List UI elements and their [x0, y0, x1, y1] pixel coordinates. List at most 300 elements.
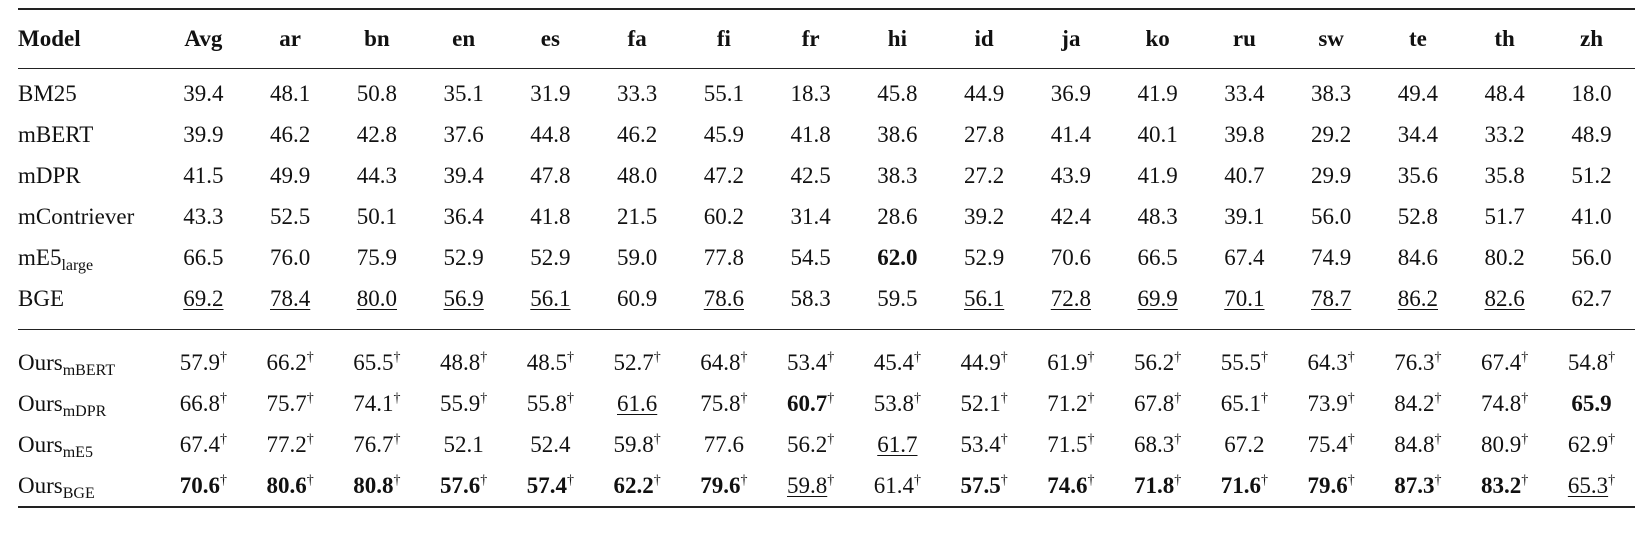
- header-es: es: [540, 26, 560, 51]
- score-value: 62.9: [1567, 431, 1609, 457]
- score-cell-sw: [1288, 237, 1375, 278]
- significance-dagger: †: [1174, 390, 1182, 406]
- significance-dagger: †: [827, 431, 835, 447]
- score-cell-fr: [767, 196, 854, 237]
- score-cell-fr: [767, 69, 854, 115]
- score-value: 39.8: [1224, 121, 1265, 147]
- score-value: 31.4: [790, 203, 831, 229]
- significance-dagger: †: [740, 390, 748, 406]
- score-cell-fi: [681, 465, 768, 507]
- score-value: 76.3: [1394, 349, 1435, 375]
- score-cell-id: [941, 383, 1028, 424]
- score-cell-avg: [160, 196, 247, 237]
- score-value: 40.1: [1137, 121, 1178, 147]
- score-value: 64.3: [1307, 349, 1348, 375]
- header-avg: Avg: [184, 26, 223, 51]
- score-value: 41.8: [790, 121, 831, 147]
- significance-dagger: †: [740, 349, 748, 365]
- header-te: te: [1408, 26, 1427, 51]
- score-cell-hi: [854, 424, 941, 465]
- score-value: 64.8: [700, 349, 741, 375]
- score-cell-th: [1461, 278, 1548, 330]
- significance-dagger: †: [740, 472, 748, 488]
- score-cell-sw: [1288, 278, 1375, 330]
- score-value: 31.9: [530, 80, 571, 106]
- significance-dagger: †: [1174, 431, 1182, 447]
- significance-dagger: †: [1521, 472, 1529, 488]
- significance-dagger: †: [914, 390, 921, 406]
- score-cell-sw: [1288, 196, 1375, 237]
- score-cell-th: [1461, 424, 1548, 465]
- significance-dagger: †: [914, 472, 921, 488]
- table-row: [18, 237, 1635, 278]
- header-model: Model: [18, 26, 81, 51]
- score-cell-te: [1375, 424, 1462, 465]
- score-value: 41.8: [530, 203, 571, 229]
- score-cell-th: [1461, 114, 1548, 155]
- score-cell-ar: [247, 155, 334, 196]
- score-value: 38.6: [877, 121, 918, 147]
- header-hi: hi: [887, 26, 907, 51]
- score-value: 82.6: [1484, 285, 1525, 311]
- score-cell-te: [1375, 278, 1462, 330]
- score-cell-ru: [1201, 196, 1288, 237]
- score-value: 35.1: [443, 80, 484, 106]
- score-value: 41.9: [1137, 162, 1178, 188]
- score-value: 80.6: [266, 472, 307, 498]
- score-value: 39.9: [183, 121, 224, 147]
- score-value: 46.2: [617, 121, 658, 147]
- score-value: 45.4: [873, 349, 914, 375]
- significance-dagger: †: [653, 431, 661, 447]
- score-value: 65.3: [1567, 472, 1609, 498]
- score-value: 35.6: [1397, 162, 1438, 188]
- score-cell-ja: [1028, 465, 1115, 507]
- score-value: 27.8: [964, 121, 1005, 147]
- score-value: 37.6: [443, 121, 484, 147]
- score-value: 74.1: [353, 390, 394, 416]
- model-name-cell: [18, 424, 160, 465]
- score-cell-ko: [1114, 237, 1201, 278]
- score-value: 52.7: [613, 349, 654, 375]
- score-cell-ja: [1028, 278, 1115, 330]
- model-name: mDPR: [18, 162, 81, 188]
- table-row: [18, 69, 1635, 115]
- score-cell-hi: [854, 69, 941, 115]
- significance-dagger: †: [827, 390, 835, 406]
- significance-dagger: †: [480, 472, 488, 488]
- score-value: 62.0: [877, 244, 918, 270]
- score-value: 57.6: [440, 472, 481, 498]
- significance-dagger: †: [1434, 390, 1442, 406]
- significance-dagger: †: [1261, 349, 1268, 365]
- score-cell-avg: [160, 330, 247, 384]
- significance-dagger: †: [306, 349, 314, 365]
- score-value: 52.9: [964, 244, 1005, 270]
- score-value: 65.1: [1220, 390, 1261, 416]
- header-ja: ja: [1061, 26, 1081, 51]
- score-cell-ja: [1028, 196, 1115, 237]
- score-value: 62.7: [1571, 285, 1612, 311]
- score-value: 46.2: [270, 121, 311, 147]
- score-cell-bn: [334, 196, 421, 237]
- significance-dagger: †: [1434, 472, 1442, 488]
- score-cell-ko: [1114, 330, 1201, 384]
- score-value: 75.8: [700, 390, 741, 416]
- score-value: 48.3: [1137, 203, 1178, 229]
- score-cell-hi: [854, 237, 941, 278]
- significance-dagger: †: [1087, 349, 1095, 365]
- score-value: 86.2: [1397, 285, 1438, 311]
- score-value: 33.3: [617, 80, 658, 106]
- score-cell-hi: [854, 155, 941, 196]
- score-value: 39.4: [443, 162, 484, 188]
- score-value: 60.9: [617, 285, 658, 311]
- score-cell-bn: [334, 383, 421, 424]
- score-cell-fa: [594, 278, 681, 330]
- score-cell-te: [1375, 69, 1462, 115]
- significance-dagger: †: [220, 349, 227, 365]
- score-value: 48.0: [617, 162, 658, 188]
- score-cell-ar: [247, 114, 334, 155]
- score-value: 52.9: [443, 244, 484, 270]
- score-value: 77.6: [703, 431, 744, 457]
- model-name: BGE: [18, 285, 64, 311]
- score-value: 61.6: [617, 390, 658, 416]
- score-cell-zh: [1548, 237, 1635, 278]
- score-value: 65.5: [353, 349, 394, 375]
- significance-dagger: †: [1434, 431, 1442, 447]
- score-value: 57.4: [526, 472, 567, 498]
- score-cell-hi: [854, 278, 941, 330]
- score-value: 48.1: [270, 80, 311, 106]
- significance-dagger: †: [567, 390, 574, 406]
- score-value: 87.3: [1394, 472, 1435, 498]
- score-cell-es: [507, 330, 594, 384]
- significance-dagger: †: [1347, 349, 1355, 365]
- model-subscript: large: [61, 256, 94, 274]
- score-value: 53.8: [873, 390, 914, 416]
- score-cell-te: [1375, 196, 1462, 237]
- score-value: 42.8: [356, 121, 397, 147]
- score-value: 33.4: [1224, 80, 1265, 106]
- header-id: id: [974, 26, 994, 51]
- score-value: 41.5: [183, 162, 224, 188]
- score-cell-ru: [1201, 465, 1288, 507]
- score-value: 68.3: [1134, 431, 1175, 457]
- score-value: 52.1: [960, 390, 1001, 416]
- significance-dagger: †: [1087, 390, 1095, 406]
- score-value: 54.5: [790, 244, 831, 270]
- score-cell-ko: [1114, 155, 1201, 196]
- score-value: 61.4: [873, 472, 914, 498]
- results-table-container: [18, 8, 1635, 508]
- score-value: 70.6: [1050, 244, 1091, 270]
- score-value: 79.6: [700, 472, 741, 498]
- score-cell-bn: [334, 330, 421, 384]
- score-cell-hi: [854, 465, 941, 507]
- header-th: th: [1494, 26, 1515, 51]
- model-subscript: BGE: [62, 484, 95, 502]
- score-cell-ru: [1201, 155, 1288, 196]
- score-cell-zh: [1548, 424, 1635, 465]
- score-cell-avg: [160, 114, 247, 155]
- score-cell-te: [1375, 465, 1462, 507]
- score-cell-fi: [681, 237, 768, 278]
- score-cell-fi: [681, 330, 768, 384]
- score-value: 54.8: [1567, 349, 1609, 375]
- score-value: 36.4: [443, 203, 484, 229]
- score-value: 51.7: [1484, 203, 1525, 229]
- score-value: 48.8: [440, 349, 481, 375]
- score-value: 74.9: [1311, 244, 1352, 270]
- significance-dagger: †: [1608, 472, 1616, 488]
- score-value: 70.6: [179, 472, 220, 498]
- score-value: 28.6: [877, 203, 918, 229]
- score-cell-bn: [334, 465, 421, 507]
- significance-dagger: †: [1608, 349, 1616, 365]
- score-value: 59.8: [787, 472, 828, 498]
- score-cell-ja: [1028, 424, 1115, 465]
- score-cell-hi: [854, 114, 941, 155]
- score-value: 56.2: [787, 431, 828, 457]
- score-value: 71.6: [1220, 472, 1261, 498]
- model-subscript: mE5: [62, 443, 93, 461]
- score-value: 57.5: [960, 472, 1001, 498]
- table-row: [18, 465, 1635, 507]
- score-value: 73.9: [1307, 390, 1348, 416]
- score-cell-avg: [160, 155, 247, 196]
- table-row: [18, 330, 1635, 384]
- score-cell-th: [1461, 69, 1548, 115]
- score-cell-te: [1375, 237, 1462, 278]
- score-value: 67.8: [1134, 390, 1175, 416]
- score-cell-sw: [1288, 465, 1375, 507]
- table-row: [18, 196, 1635, 237]
- score-cell-id: [941, 196, 1028, 237]
- score-cell-es: [507, 237, 594, 278]
- score-value: 55.5: [1220, 349, 1261, 375]
- score-value: 59.8: [613, 431, 654, 457]
- model-name: Ours: [18, 472, 63, 498]
- score-value: 69.9: [1137, 285, 1178, 311]
- score-cell-fr: [767, 278, 854, 330]
- significance-dagger: †: [827, 349, 835, 365]
- score-value: 77.8: [703, 244, 744, 270]
- score-value: 43.3: [183, 203, 224, 229]
- score-cell-ru: [1201, 383, 1288, 424]
- score-cell-zh: [1548, 196, 1635, 237]
- score-cell-en: [420, 465, 507, 507]
- score-cell-fa: [594, 465, 681, 507]
- score-value: 29.9: [1311, 162, 1352, 188]
- significance-dagger: †: [567, 472, 574, 488]
- score-value: 55.8: [526, 390, 567, 416]
- score-cell-bn: [334, 237, 421, 278]
- score-value: 52.9: [530, 244, 571, 270]
- significance-dagger: †: [1521, 390, 1529, 406]
- score-cell-ko: [1114, 278, 1201, 330]
- score-cell-zh: [1548, 278, 1635, 330]
- score-value: 55.9: [440, 390, 481, 416]
- score-cell-fa: [594, 114, 681, 155]
- score-value: 76.0: [270, 244, 311, 270]
- score-value: 67.4: [1481, 349, 1522, 375]
- model-name: mE5: [18, 244, 62, 270]
- header-fi: fi: [716, 26, 731, 51]
- score-cell-id: [941, 69, 1028, 115]
- significance-dagger: †: [1521, 431, 1529, 447]
- score-cell-zh: [1548, 465, 1635, 507]
- score-value: 43.9: [1050, 162, 1091, 188]
- significance-dagger: †: [306, 390, 314, 406]
- score-value: 75.9: [356, 244, 397, 270]
- header-fa: fa: [627, 26, 647, 51]
- score-cell-ru: [1201, 114, 1288, 155]
- significance-dagger: †: [567, 349, 574, 365]
- score-cell-es: [507, 424, 594, 465]
- baseline-rows: [18, 69, 1635, 330]
- score-value: 71.8: [1134, 472, 1175, 498]
- significance-dagger: †: [1087, 472, 1095, 488]
- score-value: 56.2: [1134, 349, 1175, 375]
- score-cell-fr: [767, 114, 854, 155]
- score-cell-hi: [854, 196, 941, 237]
- score-cell-avg: [160, 465, 247, 507]
- model-name-cell: [18, 383, 160, 424]
- significance-dagger: †: [393, 349, 401, 365]
- score-cell-es: [507, 114, 594, 155]
- model-name: Ours: [18, 431, 63, 457]
- score-cell-fr: [767, 424, 854, 465]
- score-value: 75.4: [1307, 431, 1348, 457]
- significance-dagger: †: [393, 390, 401, 406]
- score-value: 44.3: [356, 162, 397, 188]
- score-cell-th: [1461, 155, 1548, 196]
- score-value: 50.1: [356, 203, 397, 229]
- score-value: 71.5: [1047, 431, 1088, 457]
- score-value: 67.2: [1224, 431, 1265, 457]
- score-cell-fr: [767, 383, 854, 424]
- score-cell-ar: [247, 330, 334, 384]
- score-cell-bn: [334, 424, 421, 465]
- score-value: 66.5: [1137, 244, 1178, 270]
- table-row: [18, 278, 1635, 330]
- score-cell-ru: [1201, 69, 1288, 115]
- score-value: 41.9: [1137, 80, 1178, 106]
- score-value: 71.2: [1047, 390, 1088, 416]
- score-cell-ru: [1201, 424, 1288, 465]
- score-cell-ja: [1028, 114, 1115, 155]
- score-value: 36.9: [1050, 80, 1091, 106]
- score-value: 55.1: [703, 80, 744, 106]
- significance-dagger: †: [1000, 349, 1008, 365]
- significance-dagger: †: [1434, 349, 1442, 365]
- score-cell-id: [941, 237, 1028, 278]
- significance-dagger: †: [1000, 472, 1008, 488]
- score-cell-zh: [1548, 383, 1635, 424]
- score-value: 70.1: [1224, 285, 1265, 311]
- score-value: 60.2: [703, 203, 744, 229]
- score-cell-fi: [681, 278, 768, 330]
- score-cell-sw: [1288, 69, 1375, 115]
- score-value: 65.9: [1571, 390, 1612, 416]
- score-cell-te: [1375, 330, 1462, 384]
- score-cell-ko: [1114, 424, 1201, 465]
- table-row: [18, 383, 1635, 424]
- score-cell-ja: [1028, 237, 1115, 278]
- score-value: 67.4: [179, 431, 220, 457]
- score-value: 74.8: [1481, 390, 1522, 416]
- score-cell-avg: [160, 278, 247, 330]
- score-value: 66.2: [266, 349, 307, 375]
- significance-dagger: †: [480, 349, 488, 365]
- score-cell-avg: [160, 237, 247, 278]
- score-value: 83.2: [1481, 472, 1522, 498]
- score-value: 59.5: [877, 285, 918, 311]
- significance-dagger: †: [1347, 390, 1355, 406]
- score-cell-id: [941, 465, 1028, 507]
- score-value: 58.3: [790, 285, 831, 311]
- score-cell-ar: [247, 278, 334, 330]
- score-value: 33.2: [1484, 121, 1525, 147]
- score-value: 47.8: [530, 162, 571, 188]
- score-value: 78.6: [703, 285, 744, 311]
- score-cell-bn: [334, 278, 421, 330]
- score-value: 18.0: [1571, 80, 1612, 106]
- significance-dagger: †: [653, 472, 661, 488]
- model-name-cell: [18, 237, 160, 278]
- score-value: 56.0: [1571, 244, 1612, 270]
- significance-dagger: †: [480, 390, 488, 406]
- score-cell-sw: [1288, 424, 1375, 465]
- score-value: 67.4: [1224, 244, 1265, 270]
- header-row: [18, 9, 1635, 69]
- score-value: 44.8: [530, 121, 571, 147]
- score-cell-id: [941, 114, 1028, 155]
- significance-dagger: †: [1347, 431, 1355, 447]
- score-cell-fa: [594, 69, 681, 115]
- score-value: 57.9: [179, 349, 220, 375]
- score-cell-ko: [1114, 196, 1201, 237]
- significance-dagger: †: [220, 431, 227, 447]
- score-value: 80.8: [353, 472, 394, 498]
- significance-dagger: †: [306, 472, 314, 488]
- score-cell-fi: [681, 114, 768, 155]
- score-cell-th: [1461, 196, 1548, 237]
- score-cell-en: [420, 330, 507, 384]
- table-row: [18, 155, 1635, 196]
- score-cell-fr: [767, 237, 854, 278]
- score-cell-th: [1461, 330, 1548, 384]
- score-value: 84.2: [1394, 390, 1435, 416]
- score-cell-ja: [1028, 69, 1115, 115]
- score-value: 45.8: [877, 80, 918, 106]
- score-cell-en: [420, 237, 507, 278]
- significance-dagger: †: [1000, 390, 1008, 406]
- score-cell-es: [507, 69, 594, 115]
- score-cell-es: [507, 155, 594, 196]
- score-value: 44.9: [960, 349, 1001, 375]
- score-value: 61.9: [1047, 349, 1088, 375]
- score-value: 72.8: [1050, 285, 1091, 311]
- score-value: 84.6: [1397, 244, 1438, 270]
- score-cell-ja: [1028, 383, 1115, 424]
- model-name-cell: [18, 69, 160, 115]
- score-value: 78.4: [270, 285, 311, 311]
- score-value: 50.8: [356, 80, 397, 106]
- score-value: 47.2: [703, 162, 744, 188]
